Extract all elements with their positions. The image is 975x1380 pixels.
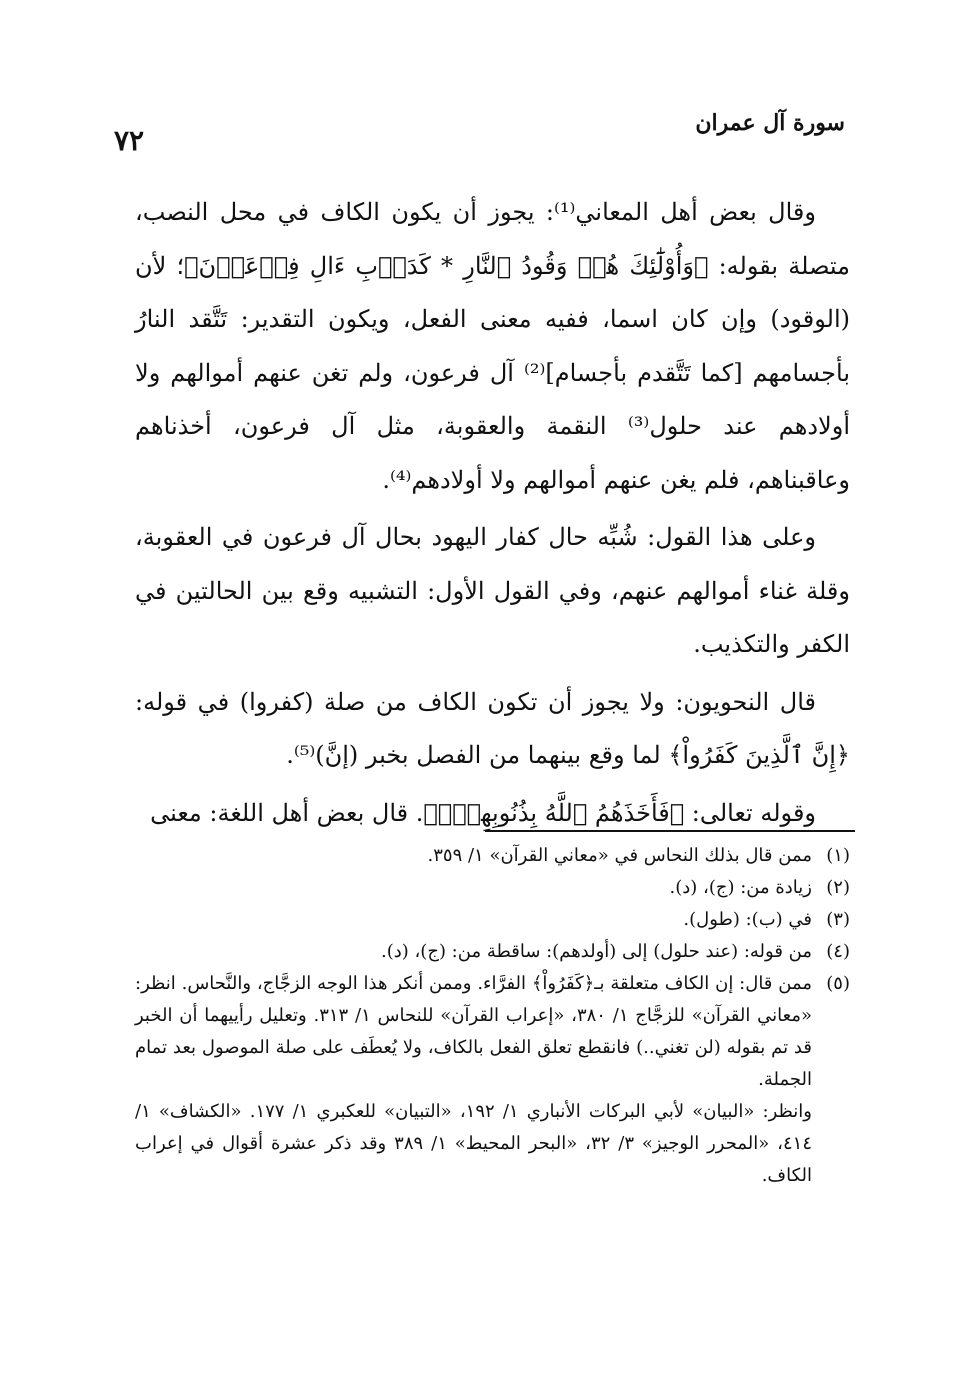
footnote-number: (١) [826, 845, 850, 866]
footnote [135, 936, 850, 968]
paragraph: وعلى هذا القول: شُبِّه حال كفار اليهود بحال آل فرعون في العقوبة، وقلة غناء أموالهم عنهم، وفي القول الأول: التشبيه وقع بين الحالتين في الكفر والتكذيب. [135, 523, 850, 658]
footnote-divider [485, 830, 855, 832]
footnote-text: ممن قال: إن الكاف متعلقة بـ﴿كَفَرُواْ﴾ الفرَّاء. وممن أنكر هذا الوجه الزجَّاج، والنَّحاس. انظر: «معاني القرآن» للزجَّاج ١/ ٣٨٠، «إعراب القرآن» للنحاس ١/ ٣١٣. وتعليل رأييهما أن الخبر قد تم بقوله (لن تغني..) فانقطع تعلق الفعل بالكاف، ولا يُعطَف على صلة الموصول بعد تمام الجملة. [135, 973, 812, 1090]
paragraph: قال النحويون: ولا يجوز أن تكون الكاف من صلة (كفروا) في قوله: ﴿إِنَّ ٱلَّذِينَ كَفَرُواْ﴾ لما وقع بينهما من الفصل بخبر (إنَّ)⁽⁵⁾. [135, 687, 850, 769]
paragraph: وقال بعض أهل المعاني⁽¹⁾: يجوز أن يكون الكاف في محل النصب، متصلة بقوله: ﴿وَأُوْلَٰٓئِكَ هُمۡ وَقُودُ ٱلنَّارِ * كَدَأۡبِ ءَالِ فِرۡعَوۡنَ﴾؛ لأن (الوقود) وإن كان اسما، ففيه معنى الفعل، ويكون التقدير: تَتَّقد النارُ بأجسامهم [كما تَتَّقدم بأجسام]⁽²⁾ آل فرعون، ولم تغن عنهم أموالهم ولا أولادهم عند حلول⁽³⁾ النقمة والعقوبة، مثل آل فرعون، أخذناهم وعاقبناهم، فلم يغن عنهم أموالهم ولا أولادهم⁽⁴⁾. [135, 198, 850, 494]
page-number: ٧٢ [114, 124, 145, 157]
footnote-number: (٢) [826, 877, 850, 898]
footnote [135, 968, 850, 1096]
footnote-number: (٤) [826, 941, 850, 962]
footnote [135, 904, 850, 936]
page-header [110, 104, 845, 164]
paragraph: وقوله تعالى: ﴿فَأَخَذَهُمُ ٱللَّهُ بِذُنُوبِهِمۡۗ﴾. قال بعض أهل اللغة: معنى [150, 798, 816, 827]
footnote-text: زيادة من: (ج)، (د). [669, 877, 812, 898]
footnote [135, 840, 850, 872]
footnotes [135, 840, 850, 1192]
footnote-number: (٣) [826, 909, 850, 930]
footnote-text: ممن قال بذلك النحاس في «معاني القرآن» ١/ ٣٥٩. [427, 845, 812, 866]
footnote [135, 872, 850, 904]
running-title: سورة آل عمران [695, 110, 845, 136]
footnote-text: في (ب): (طول). [683, 909, 812, 930]
main-text [135, 186, 850, 844]
footnote-number: (٥) [826, 973, 850, 994]
footnote-continuation: وانظر: «البيان» لأبي البركات الأنباري ١/ ١٩٢، «التبيان» للعكبري ١/ ١٧٧. «الكشاف» ١/ ٤١٤، «المحرر الوجيز» ٣/ ٣٢، «البحر المحيط» ١/ ٣٨٩ وقد ذكر عشرة أقوال في إعراب الكاف. [135, 1101, 813, 1186]
footnote-text: من قوله: (عند حلول) إلى (أولدهم): ساقطة من: (ج)، (د). [380, 941, 812, 962]
